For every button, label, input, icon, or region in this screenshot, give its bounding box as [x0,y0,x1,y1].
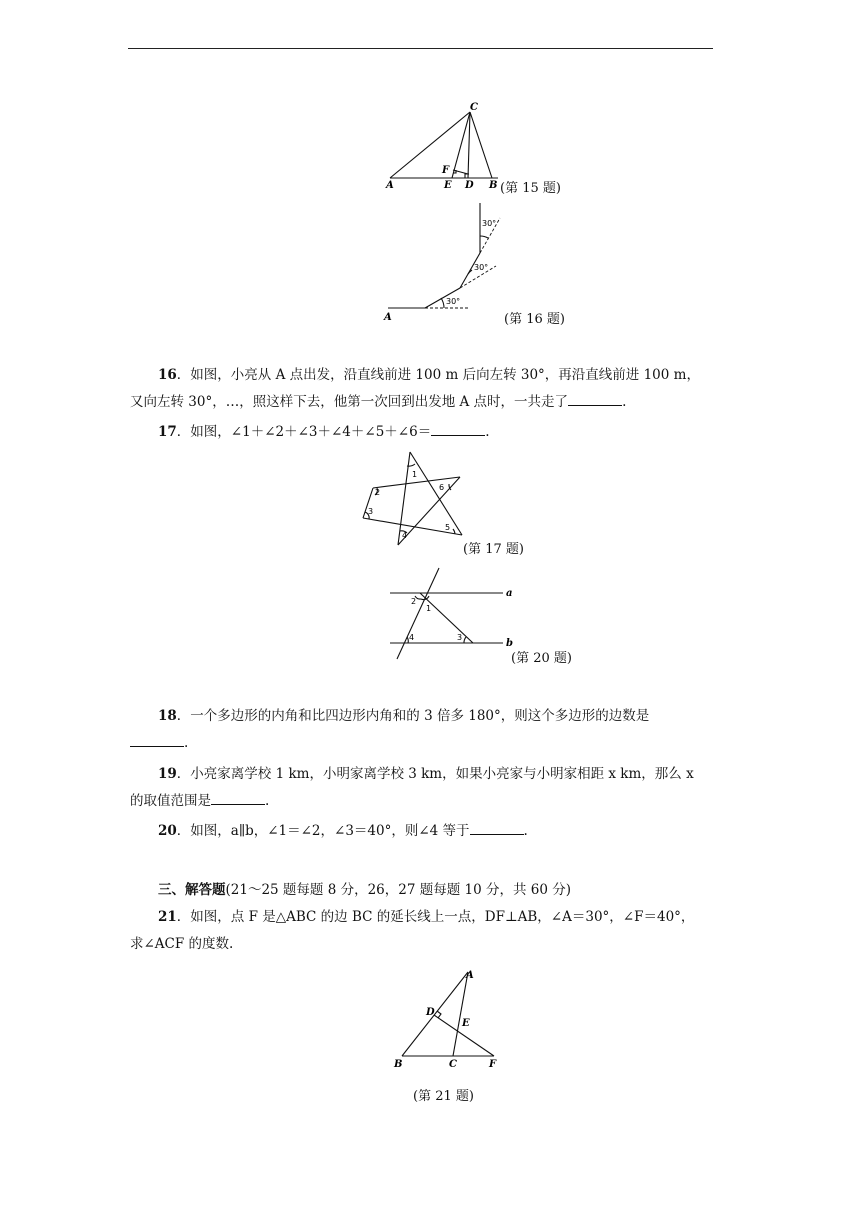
caption-q21: (第 21 题) [413,1089,474,1104]
q17-end: . [485,424,490,440]
figure-15-drawing [380,100,510,195]
q18-answer-blank [130,734,184,747]
fig20-angle-4: 4 [409,633,415,642]
figure-21-drawing [390,968,510,1073]
q18-number: 18 [158,708,177,724]
fig15-label-f: F [442,165,450,176]
question-21 [130,904,730,958]
q18-line1: ．一个多边形的内角和比四边形内角和的 3 倍多 180°，则这个多边形的边数是 [176,708,650,724]
q19-end: . [265,793,270,809]
q19-answer-blank [211,792,265,805]
q19-line1: ．小亮家离学校 1 km，小明家离学校 3 km，如果小亮家与小明家相距 x km，那么 x [176,766,694,782]
fig20-angle-3: 3 [457,633,463,642]
q16-line1: ．如图，小亮从 A 点出发，沿直线前进 100 m 后向左转 30°，再沿直线前进 100 m， [176,367,700,383]
q16-number: 16 [158,367,177,383]
fig16-angle-2: 30° [474,263,489,272]
question-18 [130,703,730,757]
fig17-angle-3: 3 [368,507,374,516]
fig20-angle-2: 2 [411,597,417,606]
fig15-label-d: D [465,180,474,191]
q18-end: . [184,735,189,751]
fig17-angle-6: 6 [439,483,445,492]
caption-q16: (第 16 题) [504,312,565,327]
fig21-label-d: D [426,1007,435,1018]
q21-line2: 求∠ACF 的度数. [130,936,234,952]
fig21-label-c: C [449,1059,457,1070]
fig16-label-a: A [384,312,392,323]
q16-answer-blank [568,393,622,406]
section-3-heading [130,877,730,904]
section-3-detail: (21～25 题每题 8 分，26，27 题每题 10 分，共 60 分) [225,882,572,898]
fig21-label-b: B [394,1059,403,1070]
fig21-label-e: E [462,1018,470,1029]
figure-20 [385,566,520,666]
fig17-angle-4: 4 [402,531,408,540]
q20-answer-blank [470,822,524,835]
question-17 [130,419,730,446]
q20-end: . [523,823,528,839]
fig21-label-f: F [489,1059,497,1070]
fig17-angle-1: 1 [412,470,418,479]
fig16-angle-3: 30° [482,219,497,228]
fig20-label-a: a [506,588,513,599]
fig20-angle-1: 1 [426,604,432,613]
question-20 [130,818,730,845]
fig15-label-c: C [470,102,478,113]
q21-line1: ．如图，点 F 是△ABC 的边 BC 的延长线上一点，DF⊥AB，∠A＝30°，∠F＝40°， [176,909,695,925]
q16-line2: 又向左转 30°，…，照这样下去，他第一次回到出发地 A 点时，一共走了 [130,394,569,410]
q19-line2: 的取值范围是 [130,793,211,809]
q17-text: ．如图，∠1＋∠2＋∠3＋∠4＋∠5＋∠6＝ [176,424,432,440]
figure-15 [380,100,510,195]
question-19 [130,761,730,815]
fig15-label-e: E [444,180,452,191]
fig17-angle-2: 2 [375,488,381,497]
header-rule [128,48,713,49]
caption-q20: (第 20 题) [511,651,572,666]
q21-number: 21 [158,909,177,925]
figure-20-drawing [385,566,520,666]
figure-17 [355,450,475,550]
q20-number: 20 [158,823,177,839]
section-3-title: 三、解答题 [158,882,226,898]
fig21-label-a: A [466,970,474,981]
fig15-label-a: A [386,180,394,191]
q17-answer-blank [431,423,485,436]
question-16 [130,362,730,416]
fig20-label-b: b [506,638,513,649]
caption-q15: (第 15 题) [500,181,561,196]
q20-text: ．如图，a∥b，∠1＝∠2，∠3＝40°，则∠4 等于 [176,823,470,839]
figure-16-drawing [380,198,510,323]
figure-16 [380,198,510,323]
fig17-angle-5: 5 [445,523,451,532]
fig15-label-b: B [489,180,498,191]
figure-17-drawing [355,450,475,550]
q16-end: . [622,394,627,410]
figure-21 [390,968,510,1073]
q19-number: 19 [158,766,177,782]
fig16-angle-1: 30° [446,297,461,306]
caption-q17: (第 17 题) [463,542,524,557]
q17-number: 17 [158,424,177,440]
